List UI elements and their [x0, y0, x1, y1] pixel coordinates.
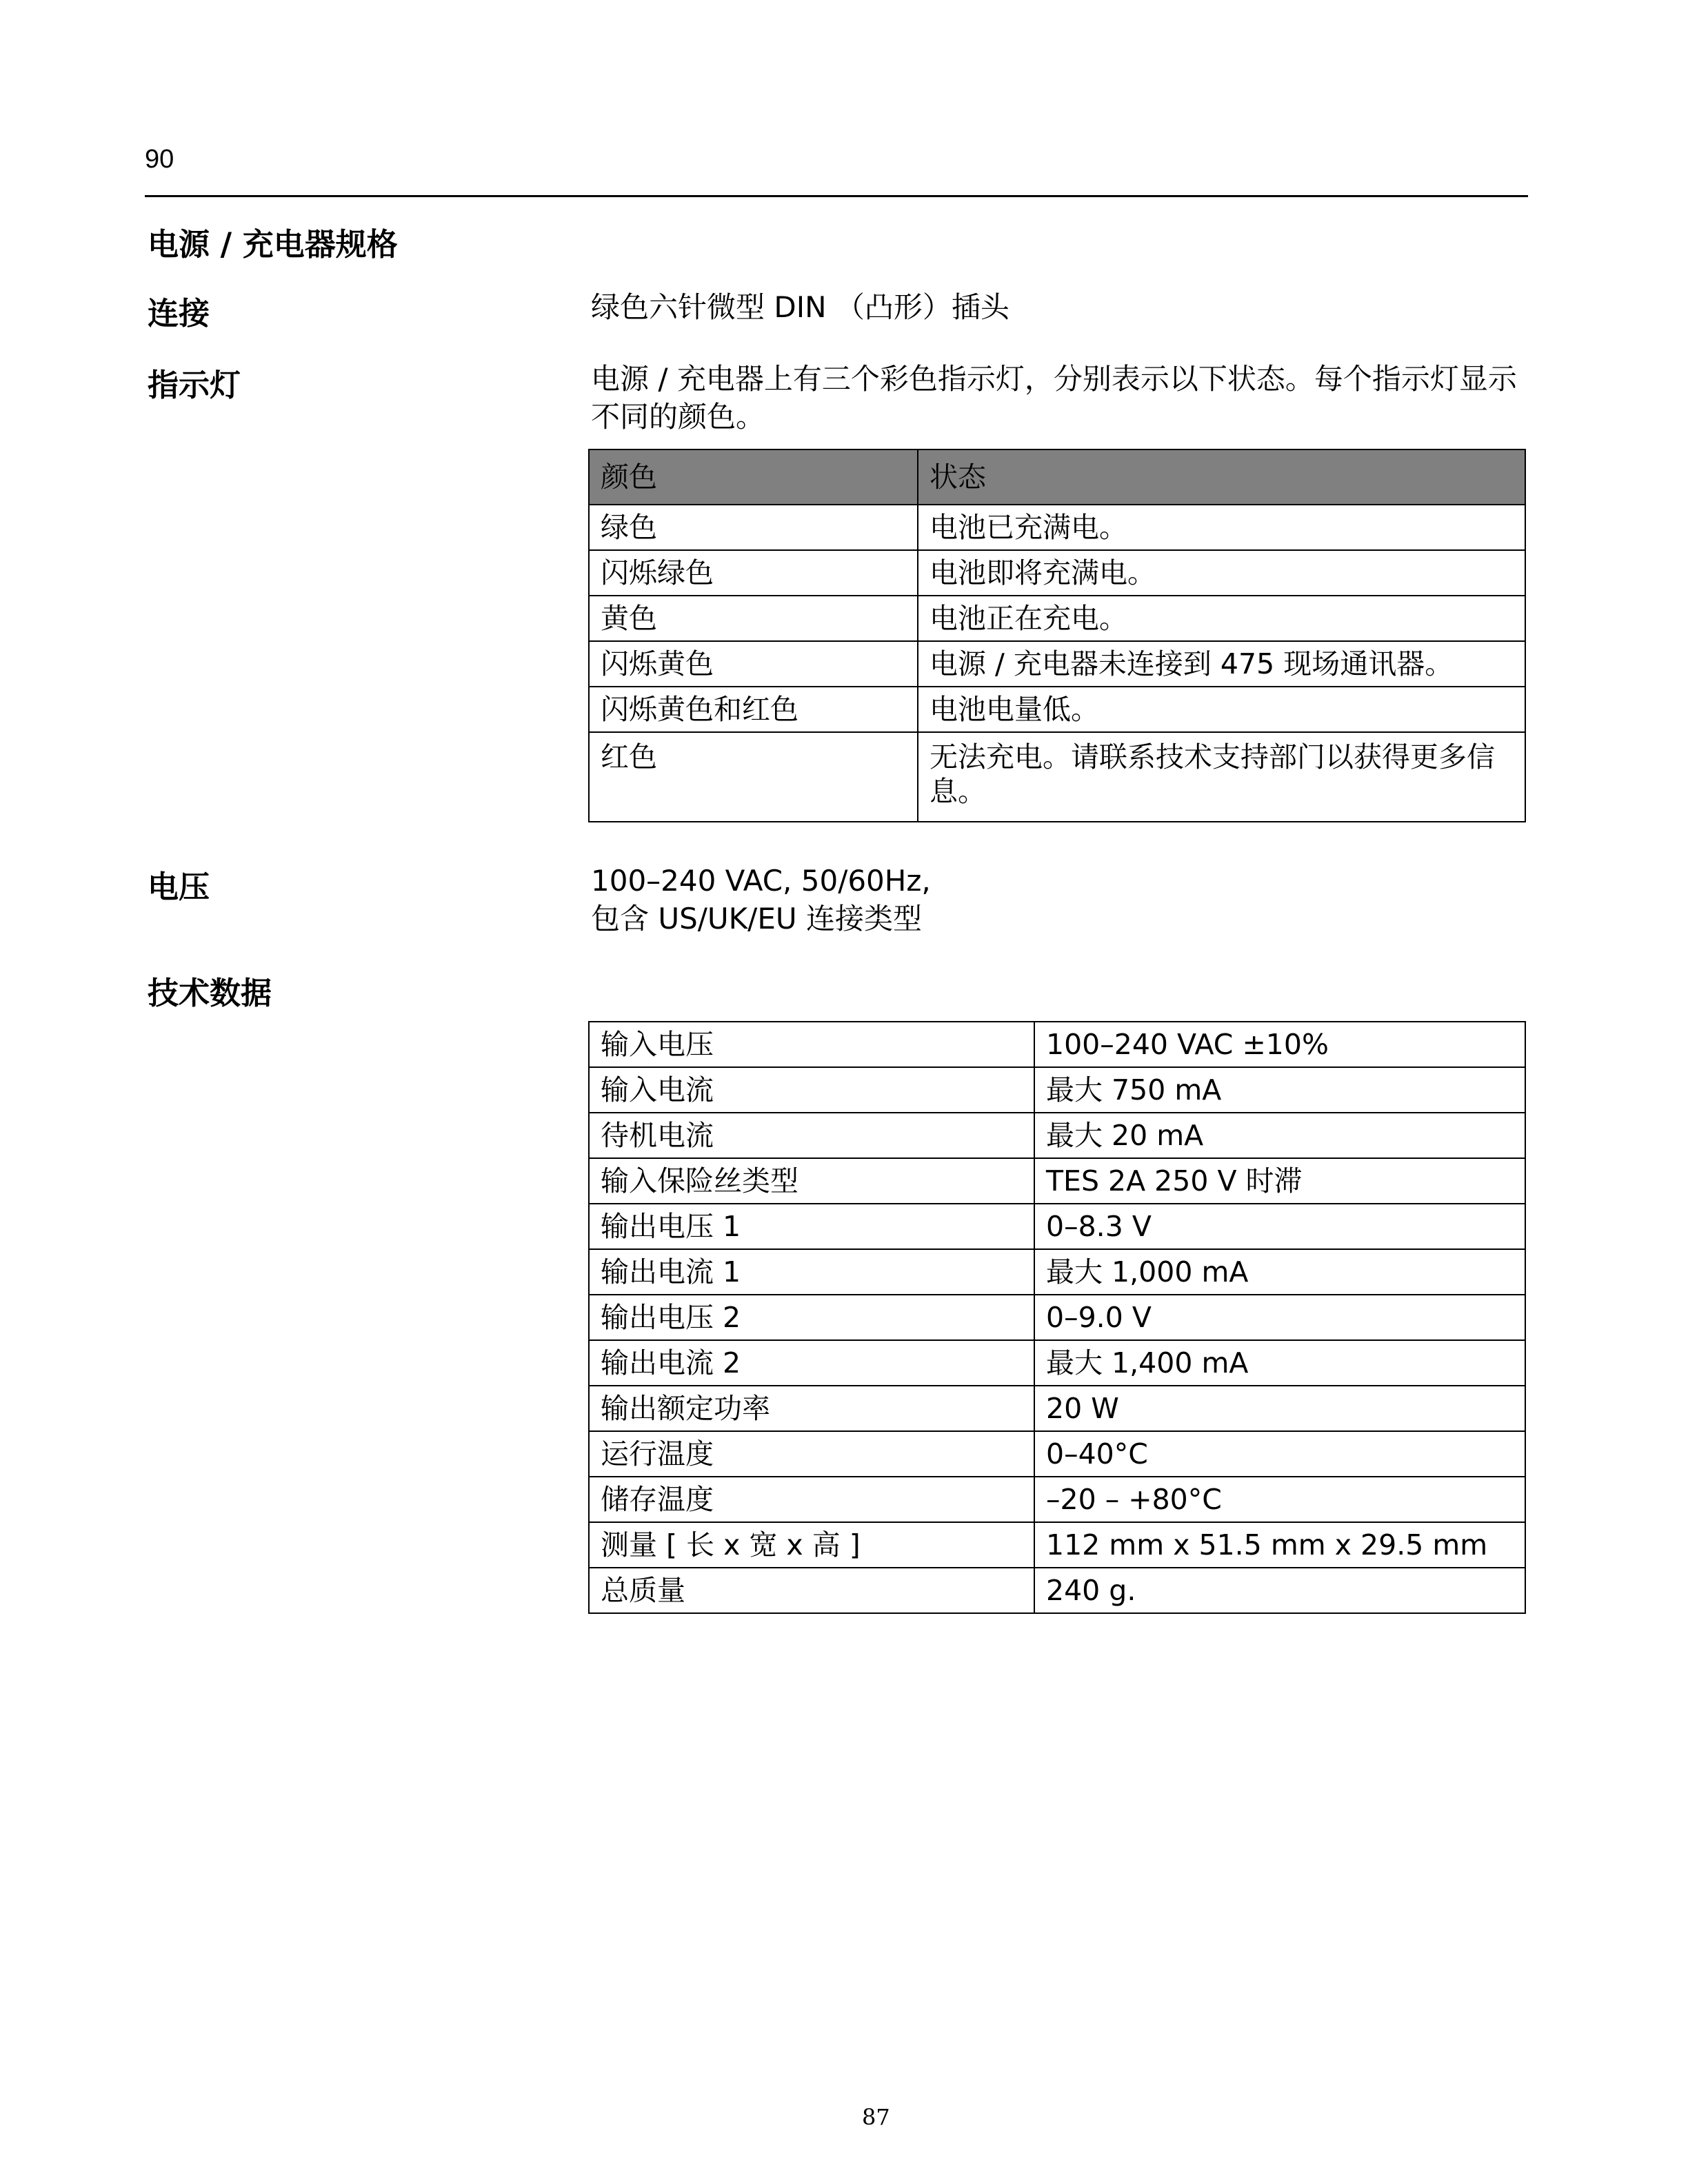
value-cell: TES 2A 250 V 时滞	[1034, 1158, 1525, 1204]
header-page-number: 90	[145, 145, 174, 174]
section-title: 电源 / 充电器规格	[148, 226, 398, 263]
param-cell: 输入保险丝类型	[589, 1158, 1034, 1204]
connection-value: 绿色六针微型 DIN （凸形）插头	[591, 290, 1009, 324]
table-row	[589, 1340, 1525, 1386]
column-header-status: 状态	[918, 449, 1525, 505]
table-row	[589, 1295, 1525, 1340]
color-cell: 绿色	[589, 505, 918, 550]
status-cell: 电池已充满电。	[918, 505, 1525, 550]
value-cell: 最大 1,000 mA	[1034, 1249, 1525, 1295]
param-cell: 储存温度	[589, 1477, 1034, 1522]
value-cell: 最大 20 mA	[1034, 1113, 1525, 1158]
header-divider	[145, 195, 1528, 197]
table-row	[589, 1477, 1525, 1522]
indicator-label: 指示灯	[148, 367, 241, 403]
table-row	[589, 505, 1525, 550]
param-cell: 输出电压 2	[589, 1295, 1034, 1340]
technical-data-table	[588, 1021, 1526, 1614]
param-cell: 输出电流 1	[589, 1249, 1034, 1295]
status-cell: 无法充电。请联系技术支持部门以获得更多信息。	[918, 732, 1525, 822]
value-cell: 最大 1,400 mA	[1034, 1340, 1525, 1386]
value-cell: 112 mm x 51.5 mm x 29.5 mm	[1034, 1522, 1525, 1568]
table-row	[589, 1204, 1525, 1249]
value-cell: 20 W	[1034, 1386, 1525, 1431]
value-cell: 0–40°C	[1034, 1431, 1525, 1477]
table-row	[589, 1158, 1525, 1204]
status-cell: 电池正在充电。	[918, 596, 1525, 641]
status-cell: 电源 / 充电器未连接到 475 现场通讯器。	[918, 641, 1525, 687]
indicator-description: 电源 / 充电器上有三个彩色指示灯，分别表示以下状态。每个指示灯显示不同的颜色。	[591, 362, 1517, 434]
table-row	[589, 1431, 1525, 1477]
value-cell: –20 – +80°C	[1034, 1477, 1525, 1522]
param-cell: 输出电压 1	[589, 1204, 1034, 1249]
param-cell: 输入电压	[589, 1022, 1034, 1067]
param-cell: 输入电流	[589, 1067, 1034, 1113]
table-row	[589, 550, 1525, 596]
table-row	[589, 1522, 1525, 1568]
color-cell: 闪烁黄色	[589, 641, 918, 687]
status-cell: 电池电量低。	[918, 687, 1525, 732]
color-cell: 闪烁黄色和红色	[589, 687, 918, 732]
footer-page-number: 87	[862, 2104, 890, 2130]
table-row	[589, 1022, 1525, 1067]
column-header-color: 颜色	[589, 449, 918, 505]
status-cell: 电池即将充满电。	[918, 550, 1525, 596]
param-cell: 待机电流	[589, 1113, 1034, 1158]
table-row	[589, 732, 1525, 822]
voltage-line1: 100–240 VAC, 50/60Hz,	[591, 864, 931, 898]
value-cell: 最大 750 mA	[1034, 1067, 1525, 1113]
param-cell: 总质量	[589, 1568, 1034, 1613]
table-row	[589, 1386, 1525, 1431]
connection-label: 连接	[148, 295, 210, 332]
color-cell: 黄色	[589, 596, 918, 641]
value-cell: 100–240 VAC ±10%	[1034, 1022, 1525, 1067]
table-row	[589, 641, 1525, 687]
color-cell: 闪烁绿色	[589, 550, 918, 596]
table-row	[589, 1067, 1525, 1113]
value-cell: 0–9.0 V	[1034, 1295, 1525, 1340]
table-header-row	[589, 449, 1525, 505]
param-cell: 运行温度	[589, 1431, 1034, 1477]
param-cell: 输出额定功率	[589, 1386, 1034, 1431]
param-cell: 测量 [ 长 x 宽 x 高 ]	[589, 1522, 1034, 1568]
indicator-status-table	[588, 449, 1526, 822]
value-cell: 240 g.	[1034, 1568, 1525, 1613]
table-row	[589, 687, 1525, 732]
technical-label: 技术数据	[148, 975, 272, 1011]
value-cell: 0–8.3 V	[1034, 1204, 1525, 1249]
table-row	[589, 1568, 1525, 1613]
color-cell: 红色	[589, 732, 918, 822]
param-cell: 输出电流 2	[589, 1340, 1034, 1386]
voltage-label: 电压	[148, 869, 210, 905]
table-row	[589, 596, 1525, 641]
voltage-line2: 包含 US/UK/EU 连接类型	[591, 902, 922, 936]
table-row	[589, 1249, 1525, 1295]
table-row	[589, 1113, 1525, 1158]
